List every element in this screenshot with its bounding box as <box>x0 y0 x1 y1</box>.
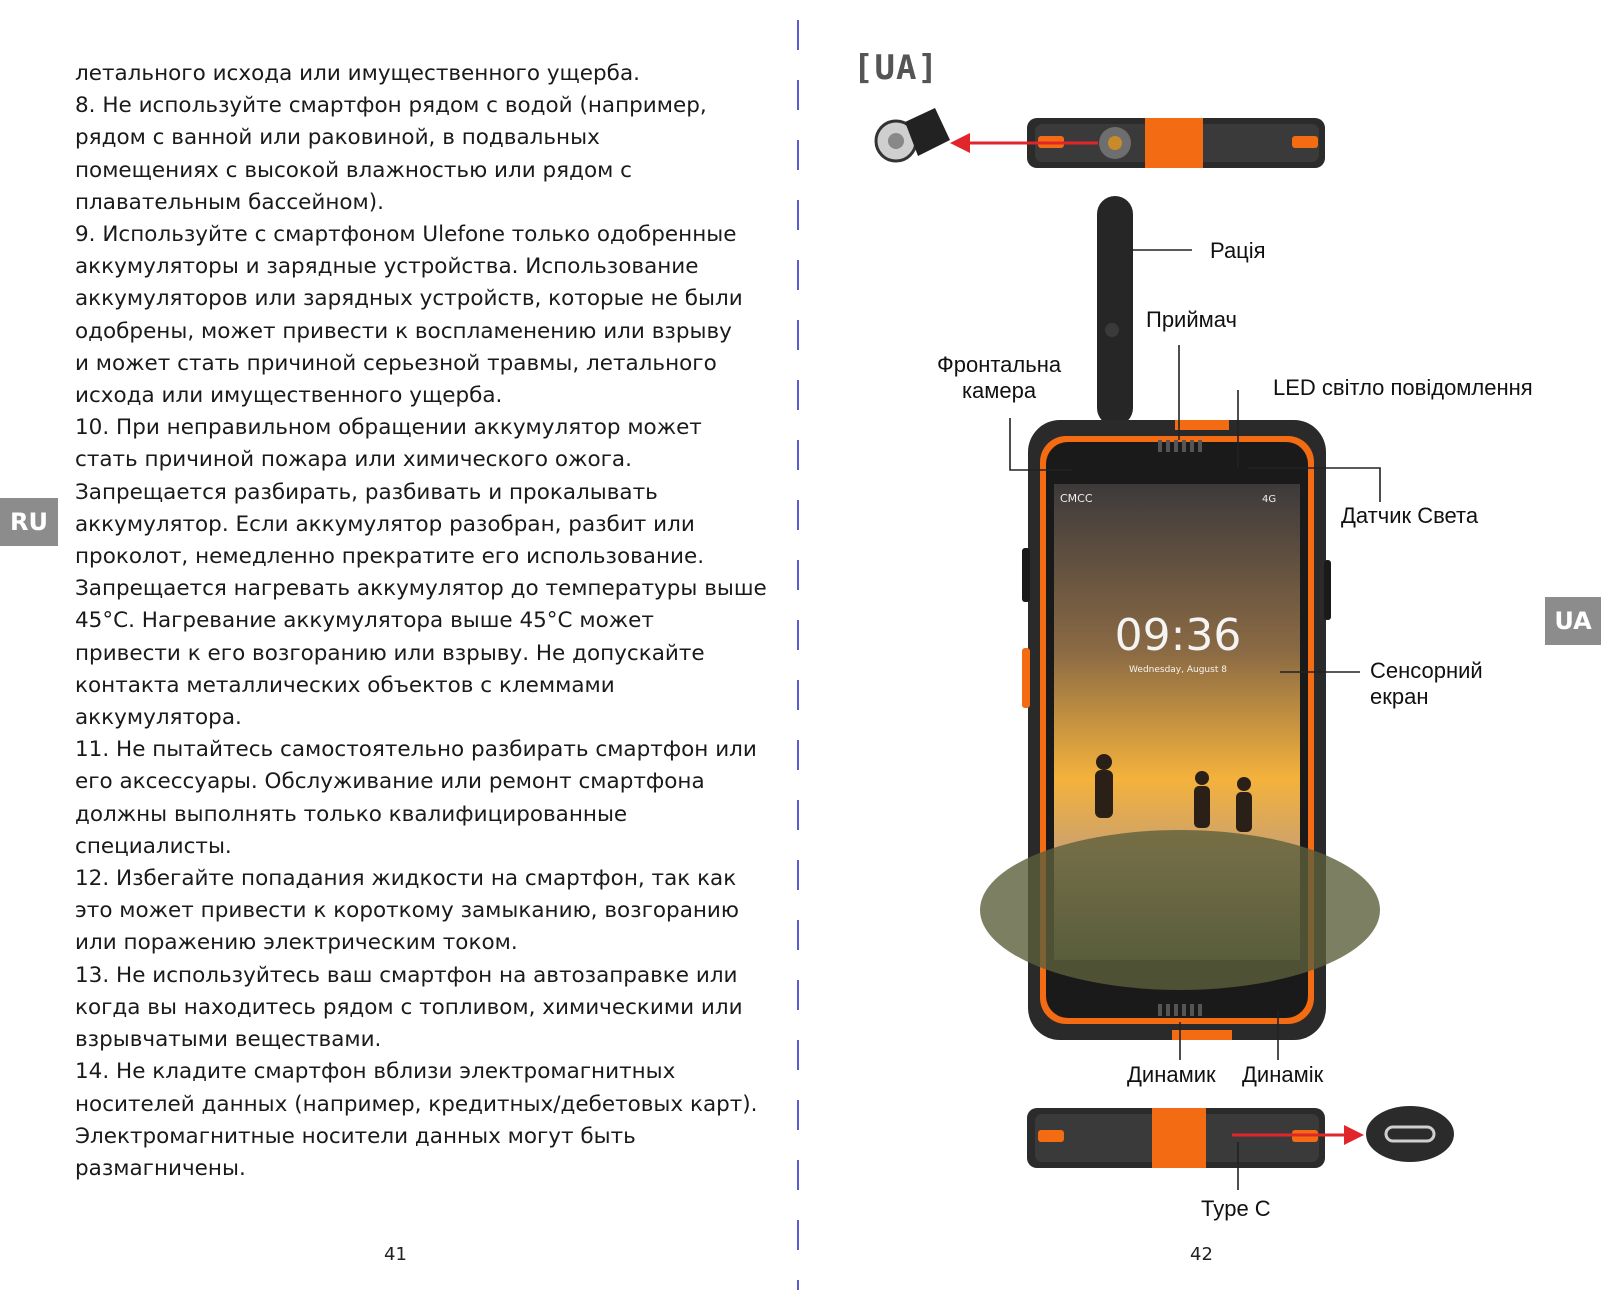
phone-bottom-view <box>1027 1108 1325 1168</box>
antenna-connector-icon <box>876 108 950 161</box>
language-tab-ua: UA <box>1545 597 1601 645</box>
label-front-camera: Фронтальна камера <box>937 352 1062 403</box>
body-text: летального исхода или имущественного ущерба. 8. Не используйте смартфон рядом с водой (например, рядом с ванной или раковиной, в подвальных помещениях с высокой влажностью или рядом с плавательным бассейном). 9. Используйте с смартфоном Ulefone только одобренные аккумуляторы и зарядные устройства. Использование аккумуляторов или зарядных устройств, которые не были одобрены, может привести к воспламенению или взрыву и может стать причиной серьезной травмы, летального исхода или имущественного ущерба. 10. При неправильном обращении аккумулятор может стать причиной пожара или химического ожога. Запрещается разбирать, разбивать и прокалывать аккумулятор. Если аккумулятор разобран, разбит или проколот, немедленно прекратите его использование. Запрещается нагревать аккумулятор до температуры выше 45°C. Нагревание аккумулятора выше 45°C может привести к его возгоранию или взрыву. Не допускайте контакта металлических объектов с клеммами аккумулятора. 11. Не пытайтесь самостоятельно разбирать смартфон или его аксессуары. Обслуживание или ремонт смартфона должны выполнять только квалифицированные специалисты. 12. Избегайте попадания жидкости на смартфон, так как это может привести к короткому замыканию, возгоранию или поражению электрическим током. 13. Не используйтесь ваш смартфон на автозаправке или когда вы находитесь рядом с топливом, химическими или взрывчатыми веществами. 14. Не кладите смартфон вблизи электромагнитных носителей данных (например, кредитных/дебетовых карт). Электромагнитные носители данных могут быть размагничены. <box>75 61 767 1181</box>
section-title: [UA] <box>853 48 939 88</box>
page-number-right: 42 <box>1190 1244 1213 1265</box>
screen-network: 4G <box>1262 494 1277 505</box>
label-type-c: Type C <box>1201 1196 1271 1221</box>
antenna <box>1097 196 1133 426</box>
label-speaker-ua: Динамік <box>1242 1062 1324 1087</box>
language-tab-ru: RU <box>0 498 58 546</box>
arrow-right-icon <box>1344 1125 1364 1145</box>
label-touchscreen: Сенсорний екран <box>1370 658 1483 709</box>
page-number-left: 41 <box>384 1244 407 1265</box>
label-led: LED світло повідомлення <box>1273 375 1533 400</box>
usb-c-port-icon <box>1366 1106 1454 1162</box>
arrow-left-icon <box>950 133 970 153</box>
screen-carrier: CMCC <box>1060 492 1093 505</box>
screen-clock: 09:36 <box>1114 610 1242 661</box>
label-light-sensor: Датчик Света <box>1341 503 1479 528</box>
label-antenna: Рація <box>1210 238 1266 263</box>
label-speaker-ru: Динамик <box>1127 1062 1216 1087</box>
phone-front <box>980 420 1380 1040</box>
screen-date: Wednesday, August 8 <box>1129 665 1227 675</box>
label-receiver: Приймач <box>1146 307 1237 332</box>
